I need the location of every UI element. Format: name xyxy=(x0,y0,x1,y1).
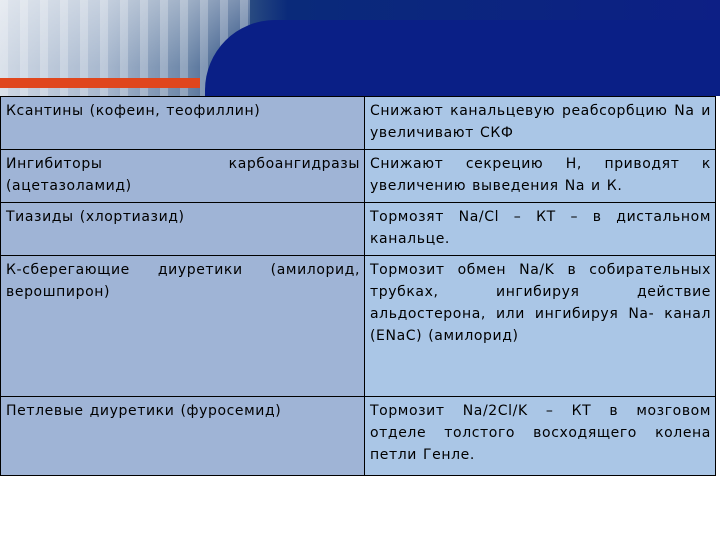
drug-class-cell: К-сберегающие диуретики (амилорид, верошпирон) xyxy=(1,256,365,397)
mechanism-cell: Снижают канальцевую реабсорбцию Na и увеличивают СКФ xyxy=(365,97,716,150)
diuretics-table xyxy=(0,96,716,476)
table-row xyxy=(1,397,716,476)
drug-class-cell: Петлевые диуретики (фуросемид) xyxy=(1,397,365,476)
mechanism-cell: Снижают секрецию Н, приводят к увеличению выведения Na и К. xyxy=(365,150,716,203)
mechanism-cell: Тормозит Na/2Cl/K – КТ в мозговом отделе толстого восходящего колена петли Генле. xyxy=(365,397,716,476)
drug-class-cell: Ксантины (кофеин, теофиллин) xyxy=(1,97,365,150)
mechanism-cell: Тормозят Na/Cl – КТ – в дистальном канальце. xyxy=(365,203,716,256)
table-row xyxy=(1,203,716,256)
slide-header-banner xyxy=(0,0,720,96)
drug-class-cell: Ингибиторы карбоангидразы (ацетазоламид) xyxy=(1,150,365,203)
drug-class-cell: Тиазиды (хлортиазид) xyxy=(1,203,365,256)
header-accent-bar xyxy=(0,78,200,88)
table-row xyxy=(1,97,716,150)
mechanism-cell: Тормозит обмен Na/K в собирательных трубках, ингибируя действие альдостерона, или ингибируя Na- канал (ENaC) (амилорид) xyxy=(365,256,716,397)
table-row xyxy=(1,150,716,203)
table-row xyxy=(1,256,716,397)
header-blue-panel xyxy=(205,20,720,96)
